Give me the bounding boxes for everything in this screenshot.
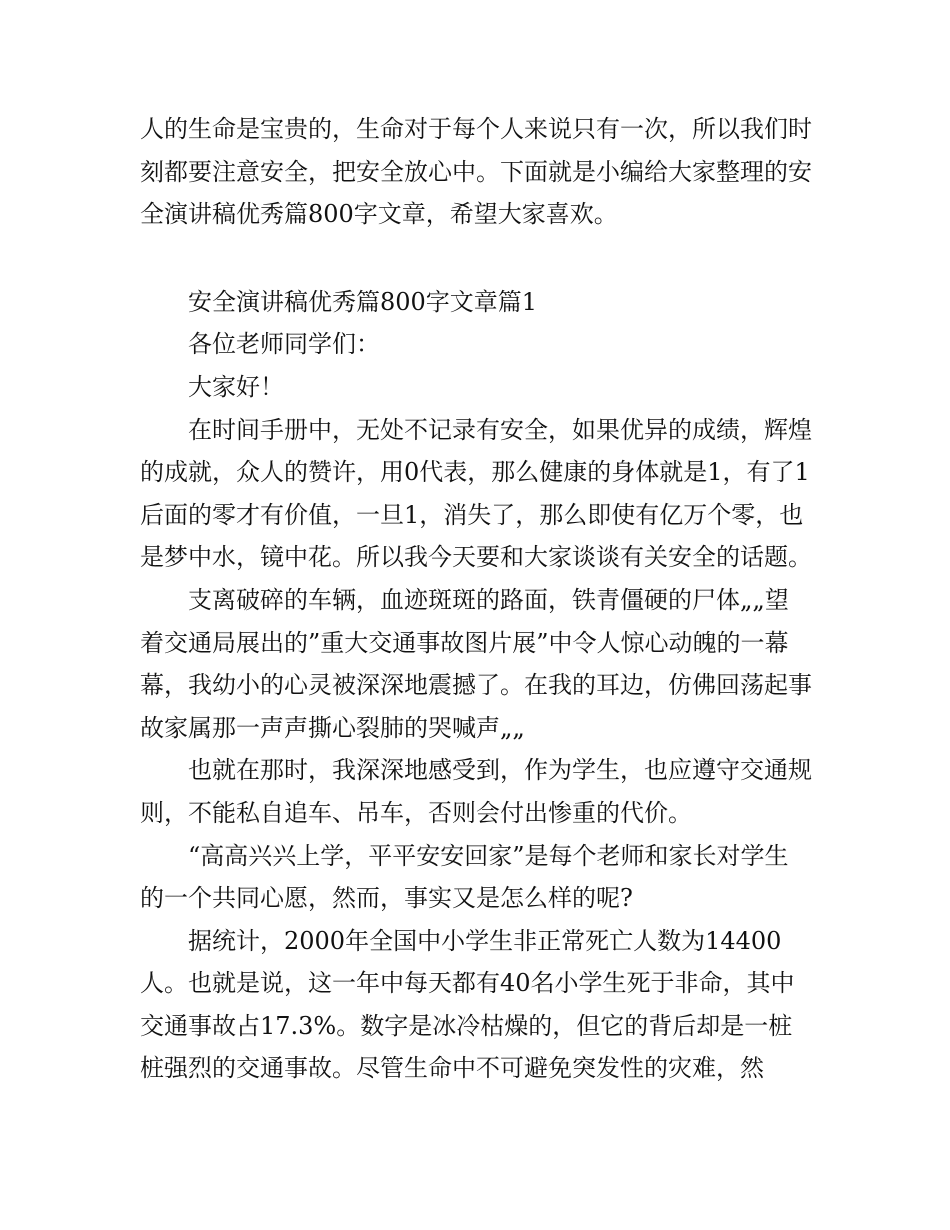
salutation: 各位老师同学们： <box>188 330 380 359</box>
body-paragraph: 在时间手册中，无处不记录有安全，如果优异的成绩，辉煌的成就，众人的赞许，用0代表，那么健康的身体就是1，有了1后面的零才有价值，一旦1，消失了，那么即使有亿万个零，也是梦中水，镜中花。所以我今天要和大家谈谈有关安全的话题。 <box>140 415 812 572</box>
greeting: 大家好！ <box>188 372 284 401</box>
section-heading: 安全演讲稿优秀篇800字文章篇1 <box>188 287 538 316</box>
body-paragraph: “高高兴兴上学，平平安安回家”是每个老师和家长对学生的一个共同心愿，然而，事实又是怎么样的呢? <box>140 841 789 913</box>
document-body <box>140 108 812 1090</box>
body-paragraph: 支离破碎的车辆，血迹斑斑的路面，铁青僵硬的尸体„„望着交通局展出的”重大交通事故图片展”中令人惊心动魄的一幕幕，我幼小的心灵被深深地震撼了。在我的耳边，仿佛回荡起事故家属那一声声撕心裂肺的哭喊声„„ <box>140 585 812 742</box>
body-paragraph: 也就在那时，我深深地感受到，作为学生，也应遵守交通规则，不能私自追车、吊车，否则会付出惨重的代价。 <box>140 756 812 827</box>
body-paragraph: 据统计，2000年全国中小学生非正常死亡人数为14400人。也就是说，这一年中每天都有40名小学生死于非命，其中交通事故占17.3%。数字是冰冷枯燥的，但它的背后却是一桩桩强烈的交通事故。尽管生命中不可避免突发性的灾难，然 <box>140 926 795 1083</box>
intro-paragraph: 人的生命是宝贵的，生命对于每个人来说只有一次，所以我们时刻都要注意安全，把安全放心中。下面就是小编给大家整理的安全演讲稿优秀篇800字文章，希望大家喜欢。 <box>140 115 812 229</box>
